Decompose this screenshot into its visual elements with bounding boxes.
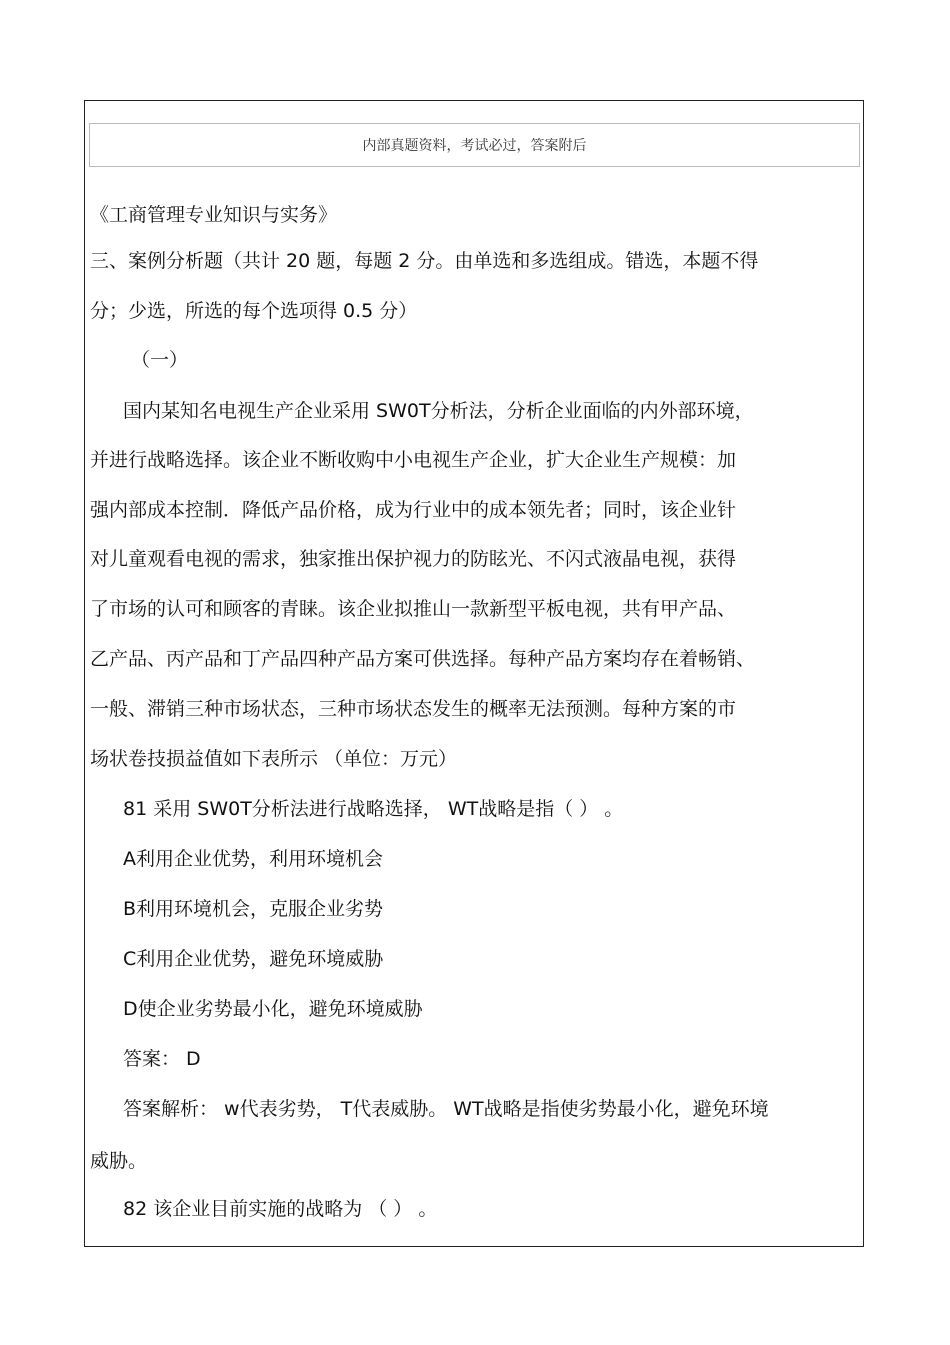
page-frame xyxy=(84,100,864,1247)
option-a: A利用企业优势，利用环境机会 xyxy=(123,848,383,870)
case-text-line: 国内某知名电视生产企业采用 SW0T分析法，分析企业面临的内外部环境， xyxy=(123,400,754,422)
case-text-line: 一般、滞销三种市场状态，三种市场状态发生的概率无法预测。每种方案的市 xyxy=(90,698,737,720)
case-text-line: 对儿童观看电视的需求，独家推出保护视力的防眩光、不闪式液晶电视，获得 xyxy=(90,548,737,570)
option-c: C利用企业优势，避免环境威胁 xyxy=(123,948,384,970)
section-heading-line-2: 分；少选，所选的每个选项得 0.5 分） xyxy=(90,300,418,322)
case-text-line: 强内部成本控制．降低产品价格，成为行业中的成本领先者；同时，该企业针 xyxy=(90,499,737,521)
answer: 答案： D xyxy=(123,1048,201,1070)
case-text-line: 乙产品、丙产品和丁产品四种产品方案可供选择。每种产品方案均存在着畅销、 xyxy=(90,648,756,670)
answer-analysis-line-2: 威胁。 xyxy=(90,1150,148,1172)
option-d: D使企业劣势最小化，避免环境威胁 xyxy=(123,998,423,1020)
case-text-line: 并进行战略选择。该企业不断收购中小电视生产企业，扩大企业生产规模：加 xyxy=(90,449,737,471)
case-text-line: 了市场的认可和顾客的青睐。该企业拟推山一款新型平板电视，共有甲产品、 xyxy=(90,598,737,620)
case-text-line: 场状卷技损益值如下表所示 （单位：万元） xyxy=(90,748,458,770)
header-banner: 内部真题资料，考试必过，答案附后 xyxy=(89,123,860,167)
section-heading-line-1: 三、案例分析题（共计 20 题，每题 2 分。由单选和多选组成。错选，本题不得 xyxy=(90,250,759,272)
answer-analysis-line-1: 答案解析： w代表劣势， T代表威胁。 WT战略是指使劣势最小化，避免环境 xyxy=(123,1098,769,1120)
case-number: （一） xyxy=(131,349,189,371)
option-b: B利用环境机会，克服企业劣势 xyxy=(123,898,384,920)
question-82: 82 该企业目前实施的战略为 （ ） 。 xyxy=(123,1198,438,1220)
question-81: 81 采用 SW0T分析法进行战略选择， WT战略是指（ ） 。 xyxy=(123,798,624,820)
document-title: 《工商管理专业知识与实务》 xyxy=(90,204,338,226)
